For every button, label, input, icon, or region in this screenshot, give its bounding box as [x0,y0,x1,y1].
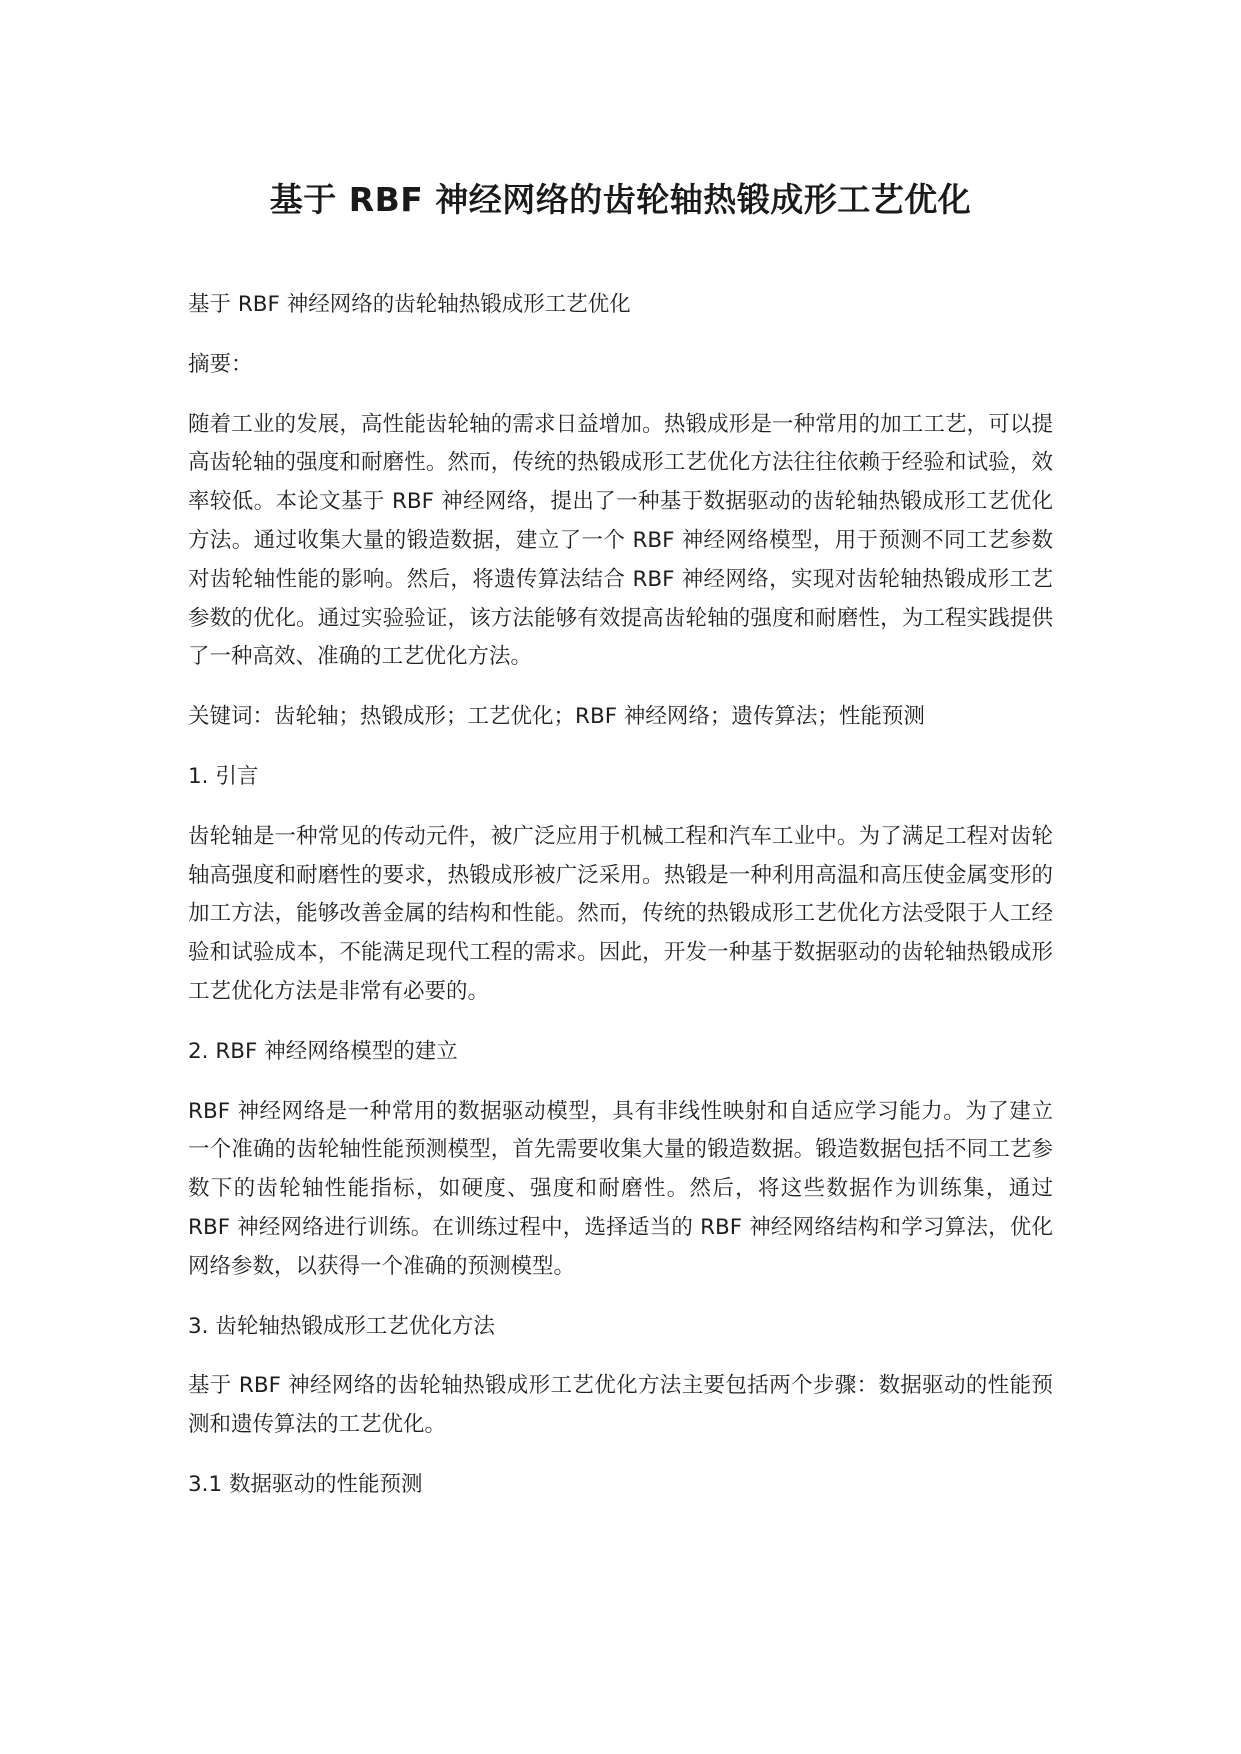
section-3-paragraph: 基于 RBF 神经网络的齿轮轴热锻成形工艺优化方法主要包括两个步骤：数据驱动的性能预测和遗传算法的工艺优化。 [188,1373,1053,1438]
abstract-paragraph: 随着工业的发展，高性能齿轮轴的需求日益增加。热锻成形是一种常用的加工工艺，可以提高齿轮轴的强度和耐磨性。然而，传统的热锻成形工艺优化方法往往依赖于经验和试验，效率较低。本论文基于 RBF 神经网络，提出了一种基于数据驱动的齿轮轴热锻成形工艺优化方法。通过收集大量的锻造数据，建立了一个 RBF 神经网络模型，用于预测不同工艺参数对齿轮轴性能的影响。然后，将遗传算法结合 RBF 神经网络，实现对齿轮轴热锻成形工艺参数的优化。通过实验验证，该方法能够有效提高齿轮轴的强度和耐磨性，为工程实践提供了一种高效、准确的工艺优化方法。 [188,411,1053,670]
abstract-heading: 摘要： [188,351,253,377]
section-3-1-heading: 3.1 数据驱动的性能预测 [188,1471,423,1497]
section-1-heading: 1. 引言 [188,763,259,789]
section-2-paragraph: RBF 神经网络是一种常用的数据驱动模型，具有非线性映射和自适应学习能力。为了建立一个准确的齿轮轴性能预测模型，首先需要收集大量的锻造数据。锻造数据包括不同工艺参数下的齿轮轴性能指标，如硬度、强度和耐磨性。然后，将这些数据作为训练集，通过 RBF 神经网络进行训练。在训练过程中，选择适当的 RBF 神经网络结构和学习算法，优化网络参数，以获得一个准确的预测模型。 [188,1098,1053,1279]
keywords-line: 关键词：齿轮轴；热锻成形；工艺优化；RBF 神经网络；遗传算法；性能预测 [188,704,925,730]
section-3-heading: 3. 齿轮轴热锻成形工艺优化方法 [188,1313,495,1339]
section-1-paragraph: 齿轮轴是一种常见的传动元件，被广泛应用于机械工程和汽车工业中。为了满足工程对齿轮轴高强度和耐磨性的要求，热锻成形被广泛采用。热锻是一种利用高温和高压使金属变形的加工方法，能够改善金属的结构和性能。然而，传统的热锻成形工艺优化方法受限于人工经验和试验成本，不能满足现代工程的需求。因此，开发一种基于数据驱动的齿轮轴热锻成形工艺优化方法是非常有必要的。 [188,823,1053,1004]
document-body [188,286,1053,1526]
document-subtitle: 基于 RBF 神经网络的齿轮轴热锻成形工艺优化 [188,292,631,317]
section-2-heading: 2. RBF 神经网络模型的建立 [188,1038,458,1064]
document-title: 基于 RBF 神经网络的齿轮轴热锻成形工艺优化 [269,180,972,219]
